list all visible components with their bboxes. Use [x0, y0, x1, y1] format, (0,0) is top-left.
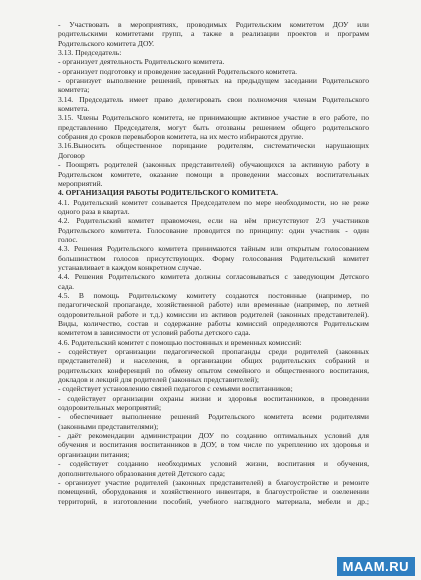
text-line: 4.3. Решения Родительского комитета принимаются тайным или открытым голосованием: [58, 244, 369, 254]
text-line: комитета.: [58, 104, 90, 114]
text-line: 4.2. Родительский комитет правомочен, если на нём присутствуют 2/3 участников: [58, 216, 369, 226]
text-line: - содействует организации охраны жизни и здоровья воспитанников, в проведении: [58, 393, 369, 403]
text-line: комитетом в зависимости от условий работы детского сада.: [58, 328, 251, 338]
text-line: представлению Председателя, могут быть отозваны решением общего родительского: [58, 122, 369, 132]
text-line: докладов и лекций для родителей (законных представителей);: [58, 375, 259, 385]
text-line: - содействует установлению связей педагогов с семьями воспитанников;: [58, 384, 293, 394]
text-line: Родительском комитете, оказание помощи в проведении массовых воспитательных: [58, 169, 369, 179]
text-line: устанавливает в каждом конкретном случае.: [58, 262, 202, 272]
text-line: - содействует созданию необходимых условий жизни, воспитания и обучения,: [58, 459, 369, 469]
text-line: - организует выполнение решений, принятых на предыдущем заседании Родительского: [58, 76, 369, 86]
maam-watermark: MAAM.RU: [337, 557, 415, 576]
text-line: педагогической пропаганде, хозяйственной работе) или временные (например, по летней: [58, 300, 369, 310]
text-line: - содействует организации педагогической пропаганды среди родителей (законных: [58, 347, 369, 357]
text-line: Договор: [58, 150, 85, 160]
text-line: родительскими комитетами групп, а также в реализации проектов и программ: [58, 29, 369, 39]
text-line: родительских конференций по обмену опытом семейного и общественного воспитания,: [58, 365, 369, 375]
section-heading: 4. ОРГАНИЗАЦИЯ РАБОТЫ РОДИТЕЛЬСКОГО КОМИТЕТА.: [58, 188, 278, 198]
text-line: 3.13. Председатель:: [58, 48, 122, 58]
text-line: 4.6. Родительский комитет с помощью постоянных и временных комиссий:: [58, 337, 302, 347]
text-line: помещений, оборудования и хозяйственного инвентаря, в благоустройстве и озеленении: [58, 487, 369, 497]
text-line: - Поощрять родителей (законных представителей) обучающихся за активную работу в: [58, 160, 369, 170]
text-line: большинством голосов присутствующих. Форму голосования Родительский комитет: [58, 253, 369, 263]
text-line: (законными представителями);: [58, 421, 159, 431]
text-line: 4.1. Родительский комитет созывается Председателем по мере необходимости, но не реже: [58, 197, 369, 207]
text-line: территорий, в изготовлении пособий, учебного наглядного материала, мебели и др.;: [58, 496, 369, 506]
text-line: голос.: [58, 234, 78, 244]
text-line: - организует подготовку и проведение заседаний Родительского комитета.: [58, 66, 298, 76]
text-line: 4.4. Решения Родительского комитета должны согласовываться с заведующим Детского: [58, 272, 369, 282]
text-line: обучения и воспитания воспитанников в ДОУ, в том числе по укреплению их здоровья и: [58, 440, 369, 450]
text-line: - организует деятельность Родительского комитета.: [58, 57, 225, 67]
text-line: оздоровительной работе и т.д.) комиссии из активов родителей (законных представителей).: [58, 309, 369, 319]
text-line: комитета;: [58, 85, 90, 95]
text-line: дополнительного образования детей Детского сада;: [58, 468, 225, 478]
text-line: собрания до сроков перевыборов комитета, на их место избираются другие.: [58, 132, 304, 142]
text-line: сада.: [58, 281, 74, 291]
text-line: 3.16.Выносить общественное порицание родителям, систематически нарушающих: [58, 141, 369, 151]
text-line: представителей) и населения, в организации общих родительских собраний и: [58, 356, 369, 366]
text-line: 3.15. Члены Родительского комитета, не принимающие активное участие в его работе, по: [58, 113, 369, 123]
text-line: Родительского комитета. Голосование проводится по принципу: один участник - один: [58, 225, 369, 235]
text-line: - обеспечивает выполнение решений Родительского комитета всеми родителями: [58, 412, 369, 422]
text-line: - организует участие родителей (законных представителей) в благоустройстве и ремонте: [58, 477, 369, 487]
text-line: - Участвовать в мероприятиях, проводимых Родительским комитетом ДОУ или: [58, 20, 369, 29]
text-line: одного раза в квартал.: [58, 206, 130, 216]
text-line: 4.5. В помощь Родительскому комитету создаются постоянные (например, по: [58, 290, 369, 300]
text-line: Виды, количество, состав и содержание работы комиссий определяются Родительским: [58, 319, 369, 328]
text-line: - даёт рекомендации администрации ДОУ по созданию оптимальных условий для: [58, 431, 369, 441]
text-line: мероприятий.: [58, 178, 103, 188]
text-line: организации питания;: [58, 449, 130, 459]
text-line: оздоровительных мероприятий;: [58, 403, 162, 413]
text-line: 3.14. Председатель имеет право делегировать свои полномочия членам Родительского: [58, 94, 369, 104]
text-line: Родительского комитета ДОУ.: [58, 38, 155, 48]
